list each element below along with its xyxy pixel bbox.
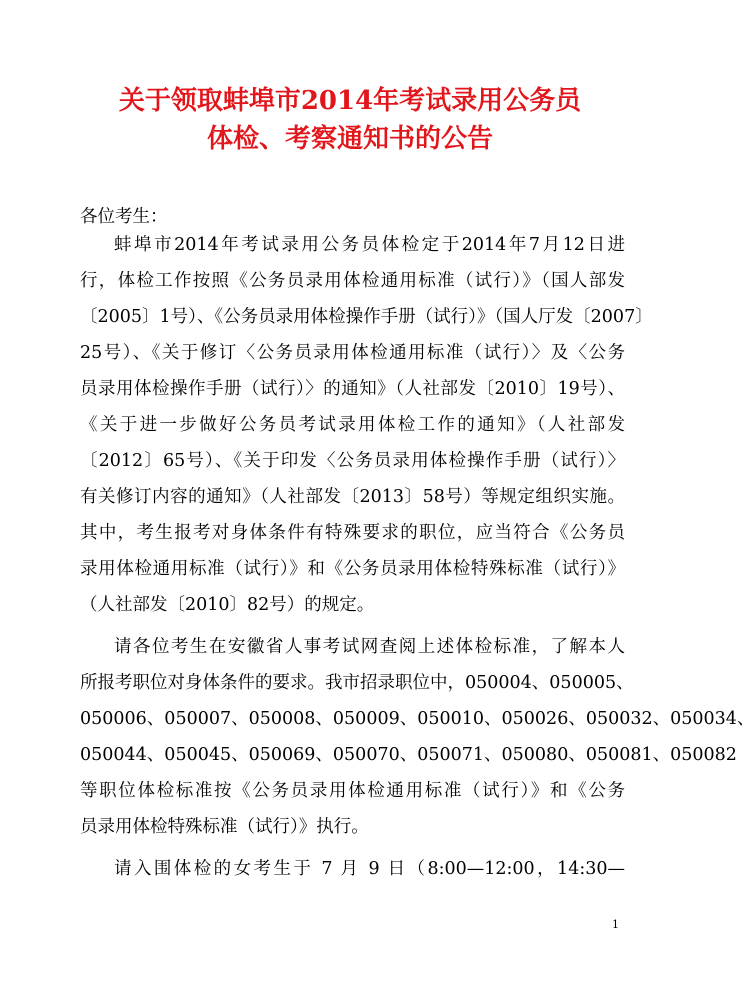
paragraph-1-line-9: 其中，考生报考对身体条件有特殊要求的职位，应当符合《公务员 [80,523,625,543]
paragraph-1-line-2: 行，体检工作按照《公务员录用体检通用标准（试行）》（国人部发 [80,271,625,291]
paragraph-1-line-5: 员录用体检操作手册（试行）〉的通知》（人社部发〔2010〕19号）、 [80,379,625,399]
page-number: 1 [612,918,619,931]
paragraph-1-line-1: 蚌埠市2014年考试录用公务员体检定于2014年7月12日进 [114,235,625,255]
document-title-line-1: 关于领取蚌埠市2014年考试录用公务员 [118,86,582,116]
paragraph-2-line-6: 员录用体检特殊标准（试行）》执行。 [80,817,369,837]
paragraph-1-line-8: 有关修订内容的通知》（人社部发〔2013〕58号）等规定组织实施。 [80,487,625,507]
paragraph-1-line-6: 《关于进一步做好公务员考试录用体检工作的通知》（人社部发 [80,415,625,435]
paragraph-1-line-7: 〔2012〕65号）、《关于印发〈公务员录用体检操作手册（试行）〉 [80,451,625,471]
paragraph-2-line-1: 请各位考生在安徽省人事考试网查阅上述体检标准，了解本人 [114,637,625,657]
paragraph-3-line-1: 请入围体检的女考生于 7 月 9 日（8:00—12:00，14:30— [114,859,625,879]
paragraph-1-line-11: （人社部发〔2010〕82号）的规定。 [80,595,375,615]
paragraph-1-line-4: 25号）、《关于修订〈公务员录用体检通用标准（试行）〉及〈公务 [80,343,625,363]
paragraph-2-line-4: 050044、050045、050069、050070、050071、050080、050081、050082 [80,745,737,765]
paragraph-2-line-5: 等职位体检标准按《公务员录用体检通用标准（试行）》和《公务 [80,781,625,801]
paragraph-1-line-3: 〔2005〕1号）、《公务员录用体检操作手册（试行）》（国人厅发〔2007〕 [80,307,653,327]
document-title-line-2: 体检、考察通知书的公告 [206,124,493,154]
paragraph-2-line-3: 050006、050007、050008、050009、050010、050026、050032、050034、 [80,709,754,729]
paragraph-2-line-2: 所报考职位对身体条件的要求。我市招录职位中，050004、050005、 [80,673,634,693]
paragraph-1-line-10: 录用体检通用标准（试行）》和《公务员录用体检特殊标准（试行）》 [80,559,625,579]
greeting: 各位考生： [80,207,168,227]
